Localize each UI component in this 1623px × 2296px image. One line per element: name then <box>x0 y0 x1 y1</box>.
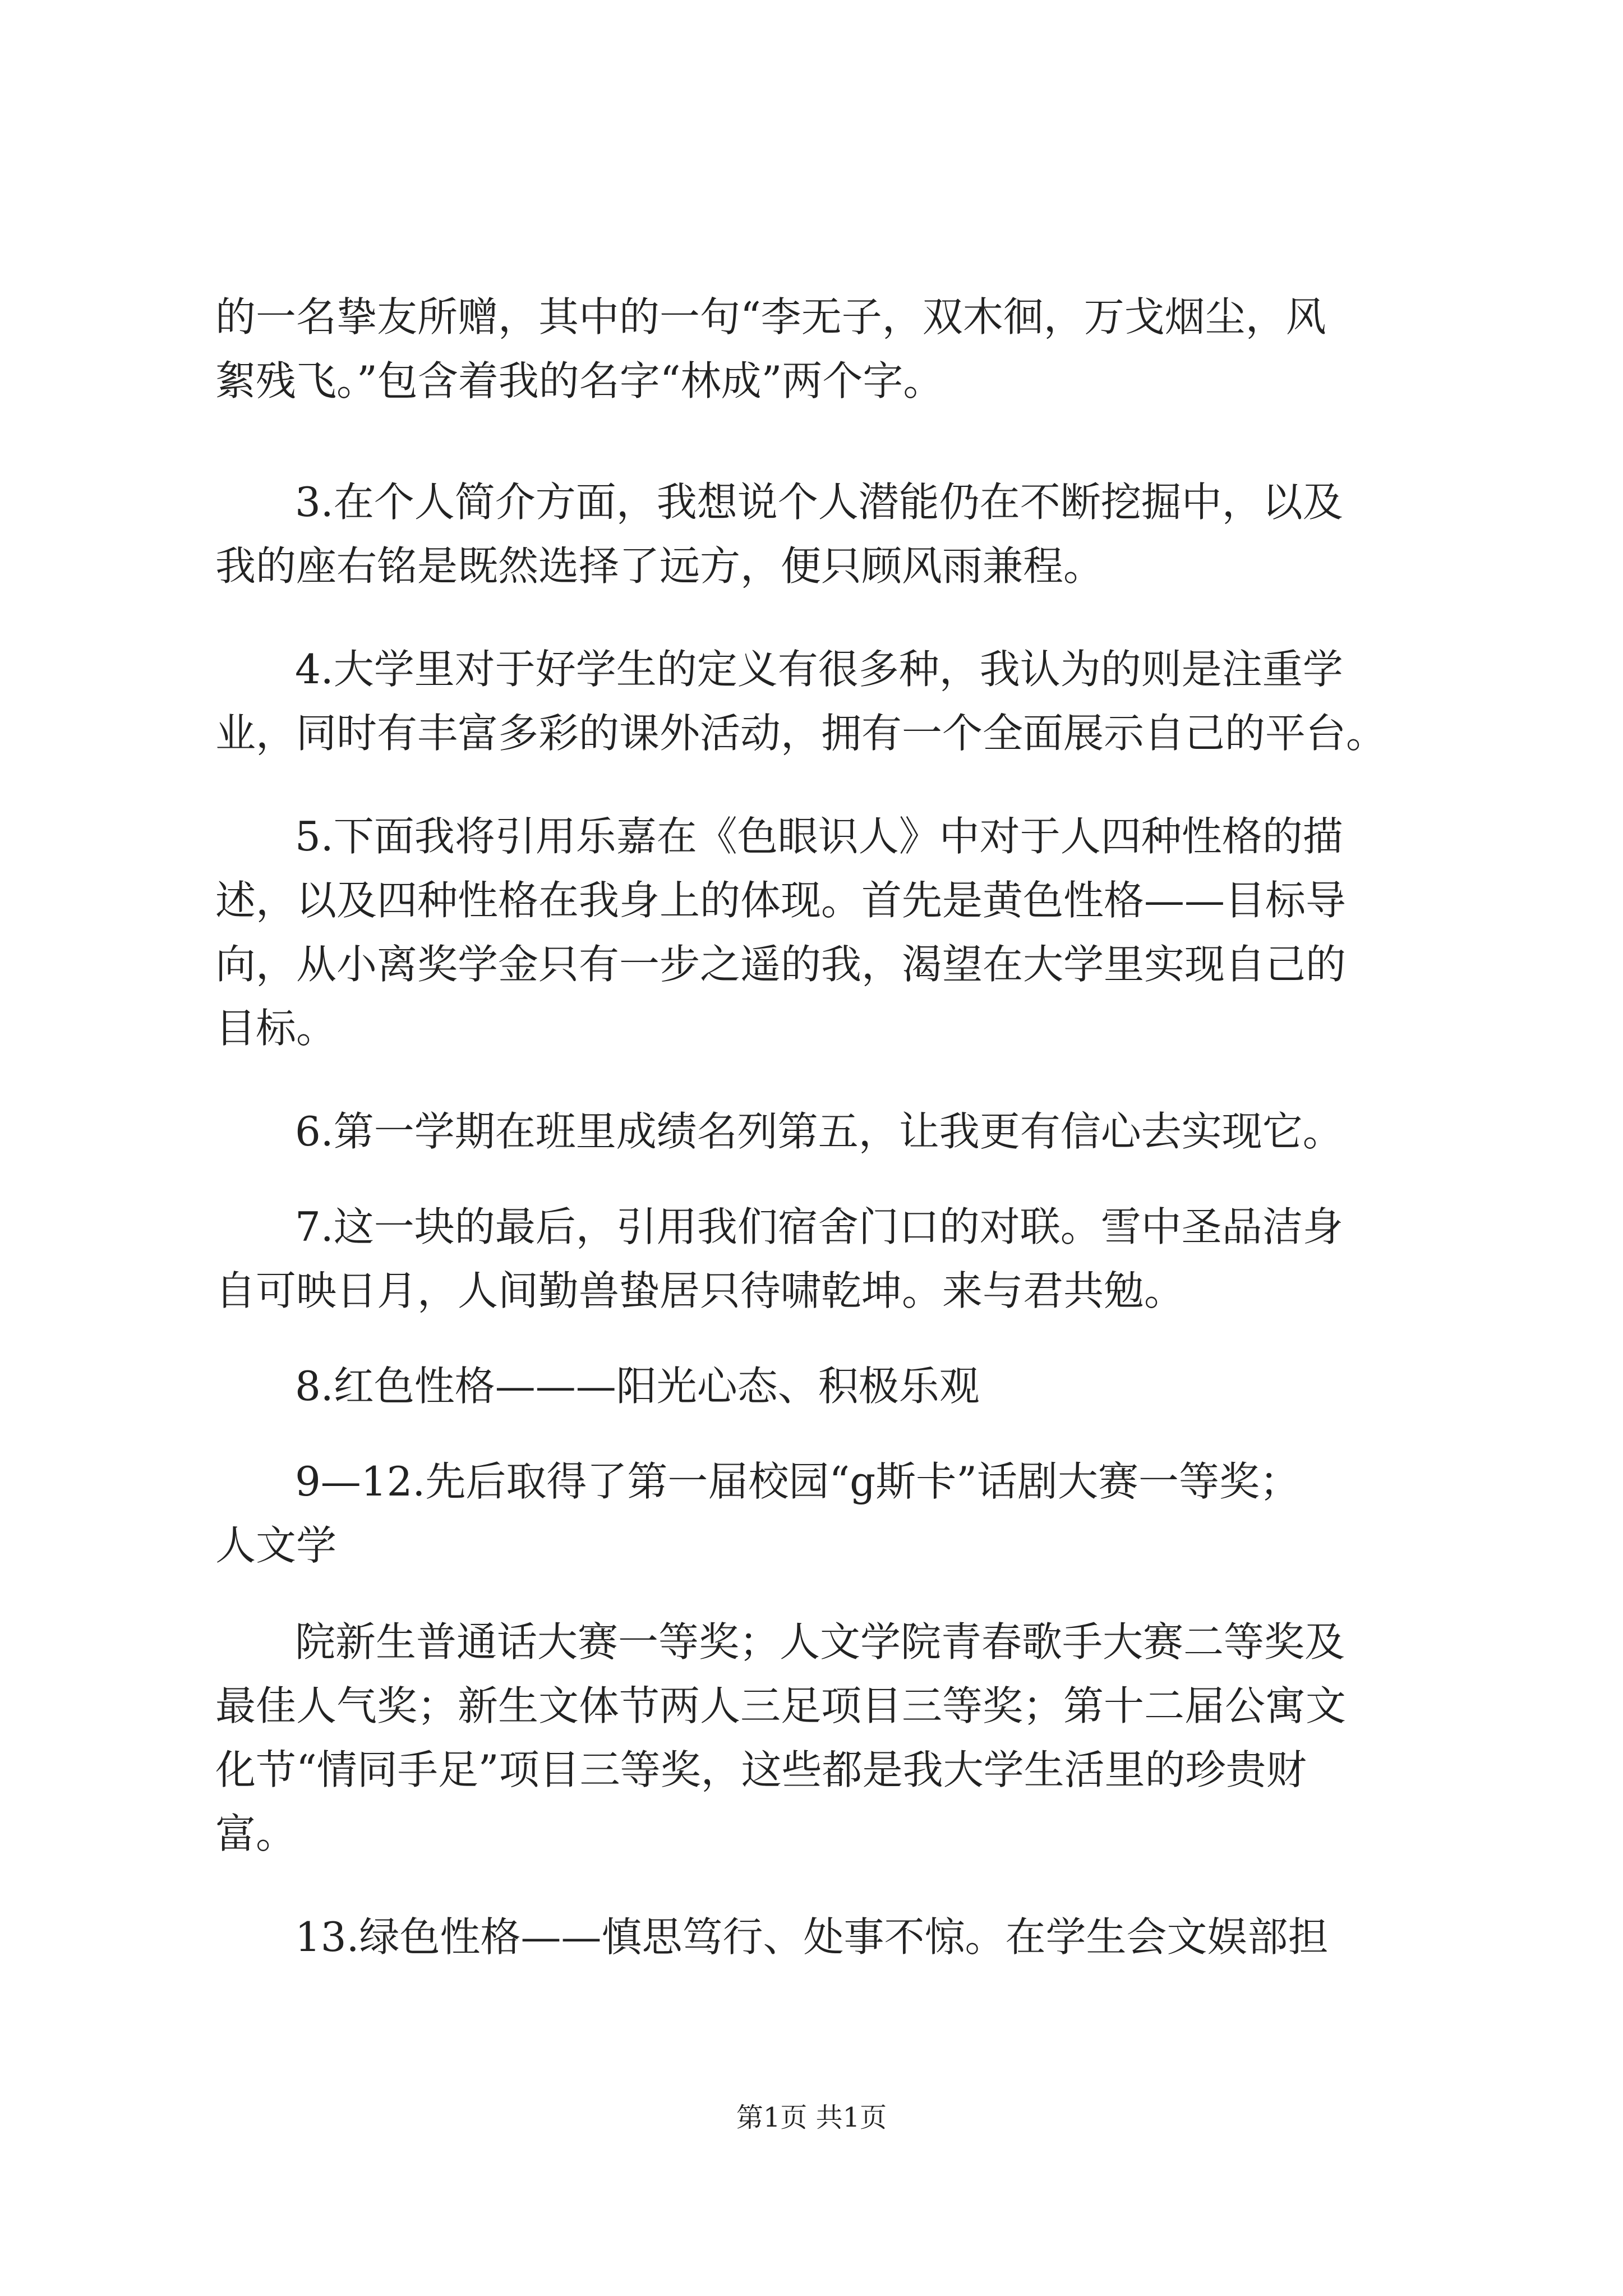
page-footer: 第1页 共1页 <box>736 2102 887 2133</box>
text-line: 8.红色性格———阳光心态、积极乐观 <box>295 1363 980 1410</box>
text-line: 目标。 <box>215 1005 337 1052</box>
text-line: 5.下面我将引用乐嘉在《色眼识人》中对于人四种性格的描 <box>295 813 1343 860</box>
text-line: 院新生普通话大赛一等奖；人文学院青春歌手大赛二等奖及 <box>295 1618 1345 1665</box>
text-line: 业，同时有丰富多彩的课外活动，拥有一个全面展示自己的平台。 <box>215 710 1387 757</box>
text-line: 13.绿色性格——慎思笃行、处事不惊。在学生会文娱部担 <box>295 1913 1329 1961</box>
text-line: 自可映日月，人间勤兽蛰居只待啸乾坤。来与君共勉。 <box>215 1267 1185 1314</box>
text-line: 9—12.先后取得了第一届校园“g斯卡”话剧大赛一等奖； <box>295 1458 1301 1505</box>
text-line: 述，以及四种性格在我身上的体现。首先是黄色性格——目标导 <box>215 877 1347 924</box>
text-line: 7.这一块的最后，引用我们宿舍门口的对联。雪中圣品洁身 <box>295 1203 1343 1250</box>
text-line: 最佳人气奖；新生文体节两人三足项目三等奖；第十二届公寓文 <box>215 1682 1347 1729</box>
text-line: 的一名挚友所赠，其中的一句“李无子，双木徊，万戈烟尘，风 <box>215 293 1326 341</box>
text-line: 人文学 <box>215 1522 337 1569</box>
text-line: 富。 <box>215 1810 297 1857</box>
text-line: 絮残飞。”包含着我的名字“林成”两个字。 <box>215 357 944 404</box>
text-line: 6.第一学期在班里成绩名列第五，让我更有信心去实现它。 <box>295 1108 1343 1155</box>
text-line: 向，从小离奖学金只有一步之遥的我，渴望在大学里实现自己的 <box>215 941 1347 988</box>
text-line: 我的座右铭是既然选择了远方，便只顾风雨兼程。 <box>215 542 1104 590</box>
text-line: 化节“情同手足”项目三等奖，这些都是我大学生活里的珍贵财 <box>215 1746 1307 1793</box>
text-line: 4.大学里对于好学生的定义有很多种，我认为的则是注重学 <box>295 646 1343 693</box>
text-line: 3.在个人简介方面，我想说个人潜能仍在不断挖掘中，以及 <box>295 478 1343 526</box>
